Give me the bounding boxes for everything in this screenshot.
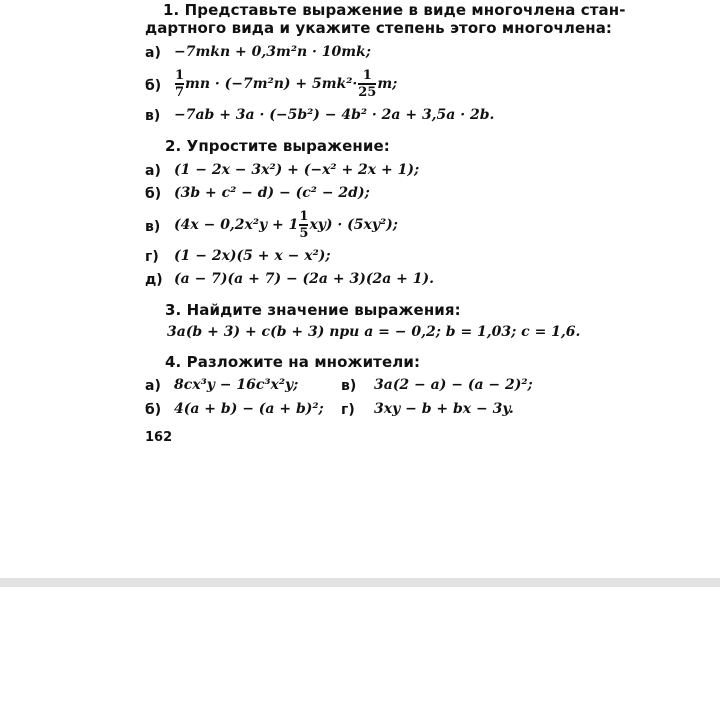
task2-item-c-expr — [174, 203, 398, 247]
task2-item-b-label: б) — [145, 186, 162, 202]
task2-item-e-label: д) — [145, 272, 163, 288]
fraction-numerator: 1 — [175, 68, 185, 84]
expr-pre: (4x − 0,2x²y + 1 — [174, 217, 299, 233]
fraction — [175, 69, 184, 98]
task3-expr: 3a(b + 3) + c(b + 3) при a = − 0,2; b = 1,03; c = 1,6. — [167, 324, 581, 340]
task3-title: 3. Найдите значение выражения: — [165, 301, 461, 319]
task4-item-g-expr: 3xy − b + bx − 3y. — [374, 401, 514, 417]
task1-title-line1: 1. Представьте выражение в виде многочлена стан- — [163, 1, 626, 19]
task2-item-c-label: в) — [145, 219, 161, 235]
task4-item-v-expr: 3a(2 − a) − (a − 2)²; — [374, 377, 533, 393]
task2-item-e-expr: (a − 7)(a + 7) − (2a + 3)(2a + 1). — [174, 271, 434, 287]
task4-item-b-label: б) — [145, 402, 162, 418]
fraction-denominator: 25 — [358, 84, 377, 100]
task2-title: 2. Упростите выражение: — [165, 137, 390, 155]
task1-item-b-label: б) — [145, 78, 162, 94]
fraction — [299, 210, 308, 239]
task4-title: 4. Разложите на множители: — [165, 353, 421, 371]
task2-item-a-expr: (1 − 2x − 3x²) + (−x² + 2x + 1); — [174, 162, 420, 178]
task2-item-d-label: г) — [145, 249, 159, 265]
task1-item-a-expr: −7mkn + 0,3m²n · 10mk; — [174, 44, 371, 60]
task1-item-a-label: а) — [145, 45, 161, 61]
task4-item-v-label: в) — [341, 378, 357, 394]
task4-item-b-expr: 4(a + b) − (a + b)²; — [174, 401, 324, 417]
fraction-numerator: 1 — [299, 209, 309, 225]
task2-item-a-label: а) — [145, 163, 161, 179]
expr-post: xy) · (5xy²); — [309, 217, 398, 233]
task4-item-g-label: г) — [341, 402, 355, 418]
task1-title-line2: дартного вида и укажите степень этого многочлена: — [145, 19, 613, 37]
fraction-numerator: 1 — [362, 68, 372, 84]
task1-item-c-expr: −7ab + 3a · (−5b²) − 4b² · 2a + 3,5a · 2b. — [174, 107, 495, 123]
fraction-denominator: 7 — [175, 84, 185, 100]
fraction-denominator: 5 — [299, 225, 309, 241]
task2-item-d-expr: (1 − 2x)(5 + x − x²); — [174, 248, 331, 264]
divider-band — [0, 578, 720, 587]
task4-item-a-expr: 8cx³y − 16c³x²y; — [174, 377, 299, 393]
page-number: 162 — [145, 430, 173, 445]
task2-item-b-expr: (3b + c² − d) − (c² − 2d); — [174, 185, 370, 201]
task1-item-b-expr — [174, 62, 397, 106]
task1-item-c-label: в) — [145, 108, 161, 124]
task4-item-a-label: а) — [145, 378, 161, 394]
expr-middle: mn · (−7m²n) + 5mk²· — [185, 76, 358, 92]
fraction — [358, 69, 376, 98]
expr-tail: m; — [377, 76, 398, 92]
